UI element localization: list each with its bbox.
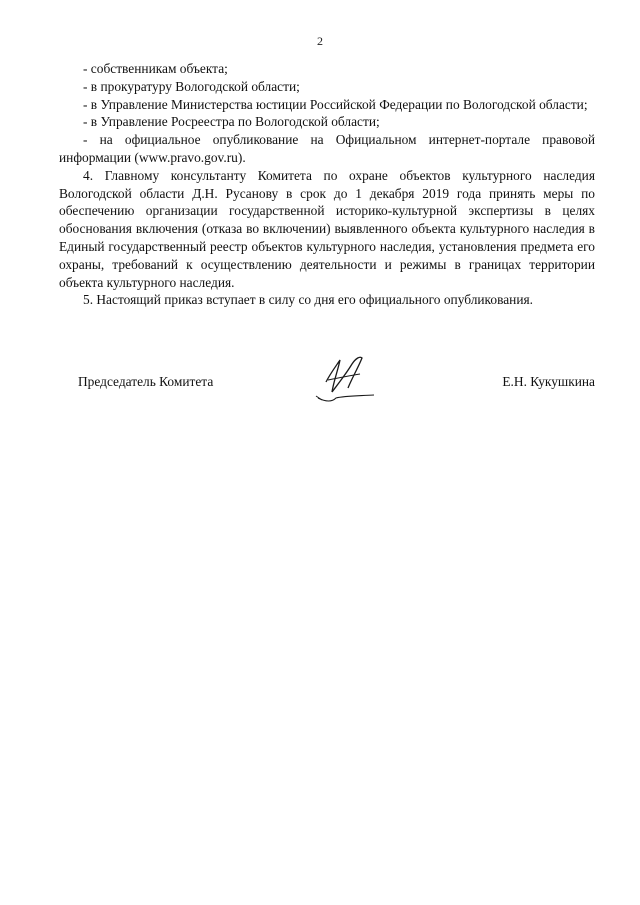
page-number: 2: [317, 34, 323, 48]
document-body: [59, 60, 595, 309]
paragraph-prosecutor: - в прокуратуру Вологодской области;: [83, 78, 300, 94]
paragraph-ministry-justice: - в Управление Министерства юстиции Российской Федерации по Вологодской области;: [83, 96, 588, 112]
paragraph-item-5: 5. Настоящий приказ вступает в силу со дня его официального опубликования.: [83, 292, 533, 308]
paragraph-publication: - на официальное опубликование на Официальном интернет-портале правовой информации (www.pravo.gov.ru).: [59, 132, 595, 165]
paragraph-item-4: 4. Главному консультанту Комитета по охране объектов культурного наследия Вологодской области Д.Н. Русанову в срок до 1 декабря 2019 года принять меры по обеспечению организации государственной историко-культурной экспертизы в целях обоснования включения (отказа во включении) выявленного объекта культурного наследия в Единый государственный реестр объектов культурного наследия, установления предмета его охраны, требований к осуществлению деятельности и режимы в границах территории объекта культурного наследия.: [59, 167, 595, 290]
paragraph-owners: - собственникам объекта;: [83, 61, 228, 76]
signatory-name: Е.Н. Кукушкина: [502, 374, 595, 389]
paragraph-rosreestr: - в Управление Росреестра по Вологодской области;: [83, 114, 380, 130]
signatory-title: Председатель Комитета: [78, 374, 214, 389]
handwritten-signature: [312, 352, 382, 407]
signature-block: [0, 352, 640, 412]
